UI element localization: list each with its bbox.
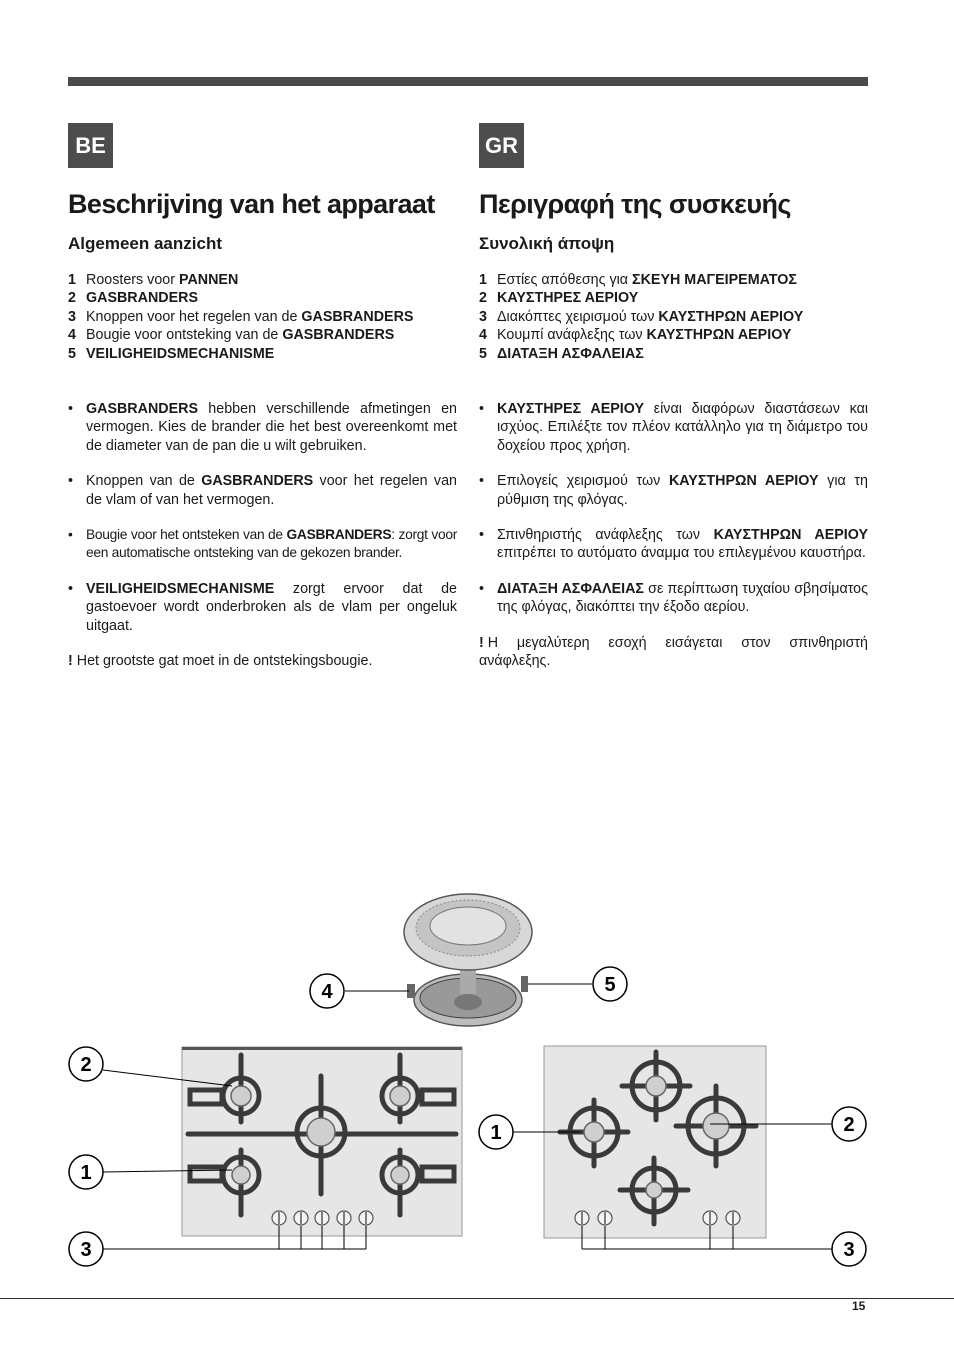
section-title-gr: Συνολική άποψη [479, 234, 615, 253]
note-gr: ! Η μεγαλύτερη εσοχή εισάγεται στον σπινθηριστή ανάφλεξης. [479, 634, 868, 670]
top-rule [68, 77, 868, 86]
page-title-be: Beschrijving van het apparaat [68, 189, 435, 219]
bullet-item: • VEILIGHEIDSMECHANISME zorgt ervoor dat de gastoevoer wordt onderbroken als de vlam per ongeluk uitgaat. [68, 580, 457, 634]
bullet-list-gr [479, 400, 868, 617]
callout-4: 4 [321, 981, 333, 1003]
list-item: 4 Κουμπί ανάφλεξης των ΚΑΥΣΤΗΡΩΝ ΑΕΡΙΟΥ [479, 327, 792, 344]
bullet-item: • ΔΙΑΤΑΞΗ ΑΣΦΑΛΕΙΑΣ σε περίπτωση τυχαίου σβησίματος της φλόγας, διακόπτει την έξοδο αερίου. [479, 580, 868, 616]
note-be: ! Het grootste gat moet in de ontstekingsbougie. [68, 653, 373, 670]
page-number: 15 [852, 1299, 866, 1313]
column-gr [479, 185, 868, 671]
bullet-item: • Bougie voor het ontsteken van de GASBRANDERS: zorgt voor een automatische ontsteking van de gekozen brander. [68, 527, 457, 561]
list-item: 5 VEILIGHEIDSMECHANISME [68, 345, 275, 362]
callout-2-right: 2 [843, 1114, 855, 1136]
bullet-list-be [68, 400, 457, 635]
column-be [68, 185, 457, 671]
parts-list-gr [479, 271, 868, 363]
list-item: 2 ΚΑΥΣΤΗΡΕΣ ΑΕΡΙΟΥ [479, 290, 639, 307]
footer-rule [0, 1298, 954, 1299]
callout-1-right: 1 [490, 1122, 502, 1144]
burner-detail-image [404, 894, 532, 1026]
bullet-item: • Knoppen van de GASBRANDERS voor het regelen van de vlam of van het vermogen. [68, 473, 457, 508]
parts-list-be [68, 271, 457, 363]
callout-3-left: 3 [80, 1239, 92, 1261]
hob-five-burner [182, 1047, 462, 1236]
list-item: 1 Εστίες απόθεσης για ΣΚΕΥΗ ΜΑΓΕΙΡΕΜΑΤΟΣ [479, 272, 797, 288]
list-item: 3 Knoppen voor het regelen van de GASBRANDERS [68, 308, 414, 325]
page-title-gr: Περιγραφή της συσκευής [479, 189, 791, 219]
bullet-item: • Σπινθηριστής ανάφλεξης των ΚΑΥΣΤΗΡΩΝ ΑΕΡΙΟΥ επιτρέπει το αυτόματο άναμμα του επιλεγμένου καυστήρα. [479, 527, 869, 562]
bullet-item: • Επιλογείς χειρισμού των ΚΑΥΣΤΗΡΩΝ ΑΕΡΙΟΥ για τη ρύθμιση της φλόγας. [479, 473, 869, 508]
callout-1-left: 1 [80, 1162, 92, 1184]
list-item: 5 ΔΙΑΤΑΞΗ ΑΣΦΑΛΕΙΑΣ [479, 345, 644, 362]
badge-be: BE [68, 123, 113, 168]
badge-gr: GR [479, 123, 524, 168]
bullet-item: • ΚΑΥΣΤΗΡΕΣ ΑΕΡΙΟΥ είναι διαφόρων διαστάσεων και ισχύος. Επιλέξτε τον πλέον κατάλληλο για τη διάμετρο του δοχείου προς χρήση. [479, 401, 869, 454]
hob-diagram [0, 880, 954, 1280]
callout-3-right: 3 [843, 1239, 855, 1261]
list-item: 3 Διακόπτες χειρισμού των ΚΑΥΣΤΗΡΩΝ ΑΕΡΙΟΥ [479, 308, 804, 325]
hob-four-burner [544, 1046, 766, 1238]
warning-icon: ! [479, 634, 484, 651]
callout-2-left: 2 [80, 1054, 92, 1076]
warning-icon: ! [68, 653, 73, 670]
section-title-be: Algemeen aanzicht [68, 234, 222, 253]
callout-5: 5 [604, 974, 616, 996]
list-item: 4 Bougie voor ontsteking van de GASBRANDERS [68, 327, 395, 344]
list-item: 1 Roosters voor PANNEN [68, 272, 239, 288]
bullet-item: • GASBRANDERS hebben verschillende afmetingen en vermogen. Kies de brander die het best overeenkomt met de diameter van de pan die u wilt gebruiken. [68, 401, 457, 454]
list-item: 2 GASBRANDERS [68, 290, 199, 307]
